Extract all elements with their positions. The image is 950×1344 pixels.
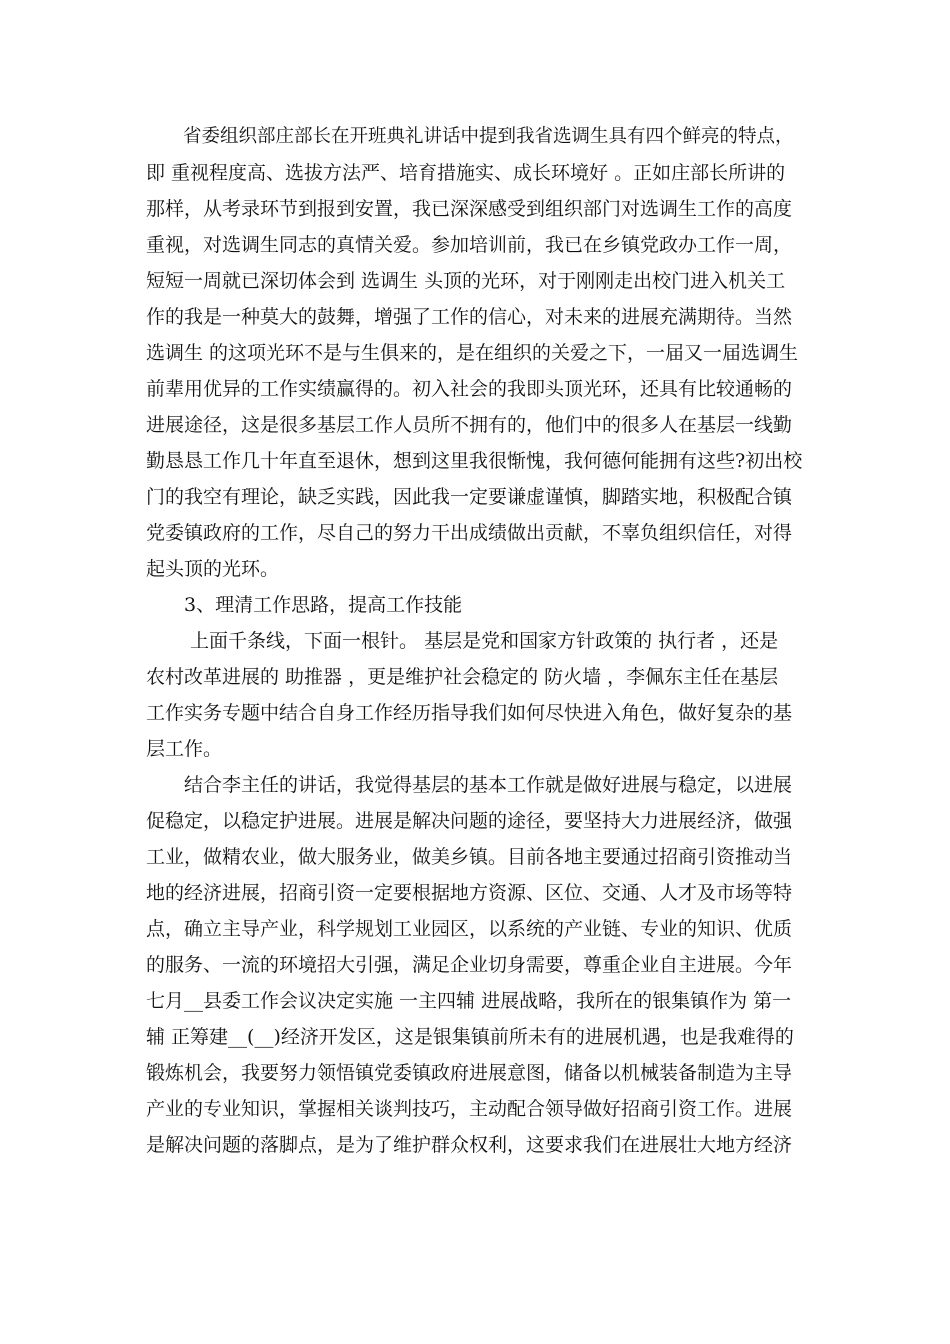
paragraph-line: 工作实务专题中结合自身工作经历指导我们如何尽快进入角色，做好复杂的基 xyxy=(146,702,793,724)
paragraph-line: 选调生 的这项光环不是与生俱来的，是在组织的关爱之下，一届又一届选调生 xyxy=(146,342,799,364)
paragraph-line: 勤恳恳工作几十年直至退休，想到这里我很惭愧，我何德何能拥有这些?初出校 xyxy=(146,450,803,472)
paragraph-line: 地的经济进展，招商引资一定要根据地方资源、区位、交通、人才及市场等特 xyxy=(146,882,793,904)
paragraph-line: 层工作。 xyxy=(146,738,223,760)
paragraph-line: 结合李主任的讲话，我觉得基层的基本工作就是做好进展与稳定，以进展 xyxy=(146,774,793,796)
paragraph-line: 农村改革进展的 助推器 ，更是维护社会稳定的 防火墙 ，李佩东主任在基层 xyxy=(146,666,779,688)
paragraph-line: 促稳定，以稳定护进展。进展是解决问题的途径，要坚持大力进展经济，做强 xyxy=(146,810,793,832)
paragraph-line: 进展途径，这是很多基层工作人员所不拥有的，他们中的很多人在基层一线勤 xyxy=(146,414,793,436)
paragraph-line: 作的我是一种莫大的鼓舞，增强了工作的信心，对未来的进展充满期待。当然 xyxy=(146,306,793,328)
paragraph-line: 那样，从考录环节到报到安置，我已深深感受到组织部门对选调生工作的高度 xyxy=(146,198,793,220)
paragraph-line: 七月__县委工作会议决定实施 一主四辅 进展战略，我所在的银集镇作为 第一 xyxy=(146,990,792,1012)
paragraph-line: 重视，对选调生同志的真情关爱。参加培训前，我已在乡镇党政办工作一周， xyxy=(146,234,793,256)
paragraph-line: 门的我空有理论，缺乏实践，因此我一定要谦虚谨慎，脚踏实地，积极配合镇 xyxy=(146,486,793,508)
paragraph-line: 产业的专业知识，掌握相关谈判技巧，主动配合领导做好招商引资工作。进展 xyxy=(146,1098,793,1120)
section-heading: 3、理清工作思路，提高工作技能 xyxy=(146,594,463,616)
paragraph-line: 前辈用优异的工作实绩赢得的。初入社会的我即头顶光环，还具有比较通畅的 xyxy=(146,378,793,400)
paragraph-line: 起头顶的光环。 xyxy=(146,558,280,580)
paragraph-line: 锻炼机会，我要努力领悟镇党委镇政府进展意图，储备以机械装备制造为主导 xyxy=(146,1062,793,1084)
paragraph-line: 工业，做精农业，做大服务业，做美乡镇。目前各地主要通过招商引资推动当 xyxy=(146,846,793,868)
paragraph-line: 点，确立主导产业，科学规划工业园区，以系统的产业链、专业的知识、优质 xyxy=(146,918,793,940)
paragraph-line: 上面千条线，下面一根针。 基层是党和国家方针政策的 执行者 ，还是 xyxy=(146,630,779,652)
paragraph-line: 是解决问题的落脚点，是为了维护群众权利，这要求我们在进展壮大地方经济 xyxy=(146,1134,793,1156)
paragraph-line: 即 重视程度高、选拔方法严、培育措施实、成长环境好 。正如庄部长所讲的 xyxy=(146,162,786,184)
paragraph-line: 的服务、一流的环境招大引强，满足企业切身需要，尊重企业自主进展。今年 xyxy=(146,954,793,976)
paragraph-line: 短短一周就已深切体会到 选调生 头顶的光环，对于刚刚走出校门进入机关工 xyxy=(146,270,786,292)
paragraph-line: 省委组织部庄部长在开班典礼讲话中提到我省选调生具有四个鲜亮的特点， xyxy=(146,126,794,147)
paragraph-line: 党委镇政府的工作，尽自己的努力干出成绩做出贡献，不辜负组织信任，对得 xyxy=(146,522,793,544)
paragraph-line: 辅 正筹建__(__)经济开发区，这是银集镇前所未有的进展机遇，也是我难得的 xyxy=(146,1026,794,1048)
